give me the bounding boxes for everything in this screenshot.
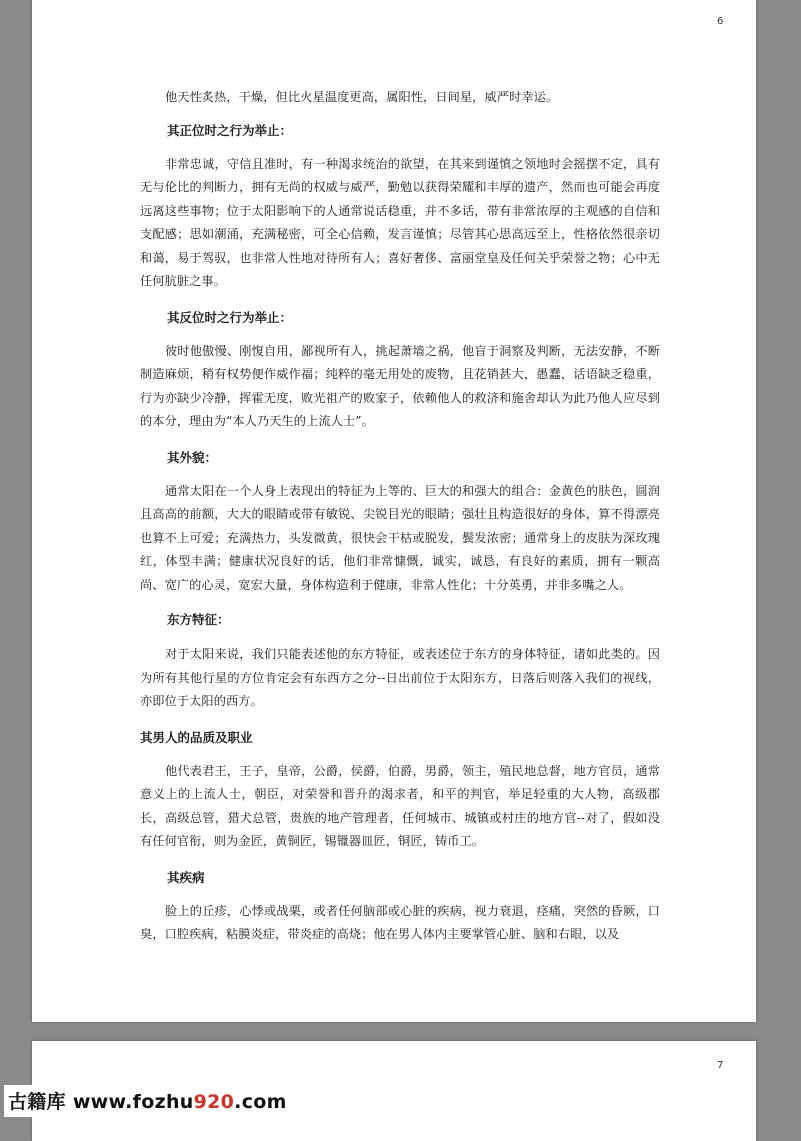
page-number: 6 — [717, 16, 724, 27]
section-heading-diseases: 其疾病 — [167, 869, 205, 885]
section-heading-upright-behavior: 其正位时之行为举止： — [167, 122, 293, 138]
page-content — [140, 86, 660, 947]
section-paragraph-diseases: 脸上的丘疹，心悸或战栗，或者任何脑部或心脏的疾病，视力衰退，痉痛，突然的昏厥，口臭，口腔疾病，粘膜炎症，带炎症的高烧；他在男人体内主要掌管心脏、脑和右眼，以及 — [140, 903, 660, 941]
section-paragraph-appearance: 通常太阳在一个人身上表现出的特征为上等的、巨大的和强大的组合：金黄色的肤色，圆润且高高的前额，大大的眼睛或带有敏锐、尖锐目光的眼睛；强壮且构造很好的身体，算不得漂亮也算不上可爱；充满热力，头发微黄，很快会干枯或脱发，鬓发浓密；通常身上的皮肤为深玫瑰红，体型丰满；健康状况良好的话，他们非常慷慨，诚实，诚恳，有良好的素质，拥有一颗高尚、宽广的心灵，宽宏大量，身体构造利于健康，非常人性化；十分英勇，并非多嘴之人。 — [140, 483, 660, 592]
section-paragraph-occupations: 他代表君王，王子，皇帝，公爵，侯爵，伯爵，男爵，领主，殖民地总督，地方官员，通常意义上的上流人士，朝臣，对荣誉和晋升的渴求者，和平的判官，举足轻重的大人物，高级郡长，高级总管，猎犬总管，贵族的地产管理者，任何城市、城镇或村庄的地方官--对了，假如没有任何官衔，则为金匠，黄铜匠，锡镴器皿匠，铜匠，铸币工。 — [140, 763, 660, 848]
watermark-suffix: .com — [234, 1091, 287, 1113]
intro-paragraph: 他天性炙热，干燥，但比火星温度更高，属阳性，日间星，威严时幸运。 — [165, 90, 559, 104]
watermark-accent: 920 — [193, 1091, 235, 1113]
section-paragraph-reversed-behavior: 彼时他傲慢、刚愎自用，鄙视所有人，挑起萧墙之祸，他盲于洞察及判断，无法安静，不断制造麻烦，稍有权势便作威作福；纯粹的毫无用处的废物，且花销甚大，愚蠢，话语缺乏稳重，行为亦缺少冷静，挥霍无度，败光祖产的败家子，依赖他人的救济和施舍却认为此乃他人应尽到的本分，理由为“本人乃天生的上流人士”。 — [140, 343, 660, 428]
page-number: 7 — [717, 1060, 724, 1071]
section-heading-reversed-behavior: 其反位时之行为举止： — [167, 309, 293, 325]
site-watermark — [4, 1085, 291, 1117]
section-paragraph-oriental: 对于太阳来说，我们只能表述他的东方特征，或表述位于东方的身体特征，诸如此类的。因为所有其他行星的方位肯定会有东西方之分--日出前位于太阳东方，日落后则落入我们的视线，亦即位于太阳的西方。 — [140, 647, 660, 708]
section-heading-appearance: 其外貌： — [167, 449, 218, 465]
section-heading-oriental: 东方特征： — [167, 612, 230, 627]
watermark-prefix: 古籍库 www.fozhu — [8, 1091, 194, 1113]
section-heading-occupations: 其男人的品质及职业 — [140, 729, 253, 745]
document-page-6 — [32, 0, 756, 1022]
section-paragraph-upright-behavior: 非常忠诚，守信且准时，有一种渴求统治的欲望，在其来到谨慎之领地时会摇摆不定，具有无与伦比的判断力，拥有无尚的权威与威严，勤勉以获得荣耀和丰厚的遗产，然而也可能会再度远离这些事物；位于太阳影响下的人通常说话稳重，并不多话，带有非常浓厚的主观感的自信和支配感；思如潮涌，充满秘密，可全心信赖，发言谨慎；尽管其心思高远至上，性格依然很亲切和蔼，易于驾驭，也非常人性地对待所有人；喜好奢侈、富丽堂皇及任何关乎荣誉之物；心中无任何肮脏之事。 — [140, 156, 660, 288]
